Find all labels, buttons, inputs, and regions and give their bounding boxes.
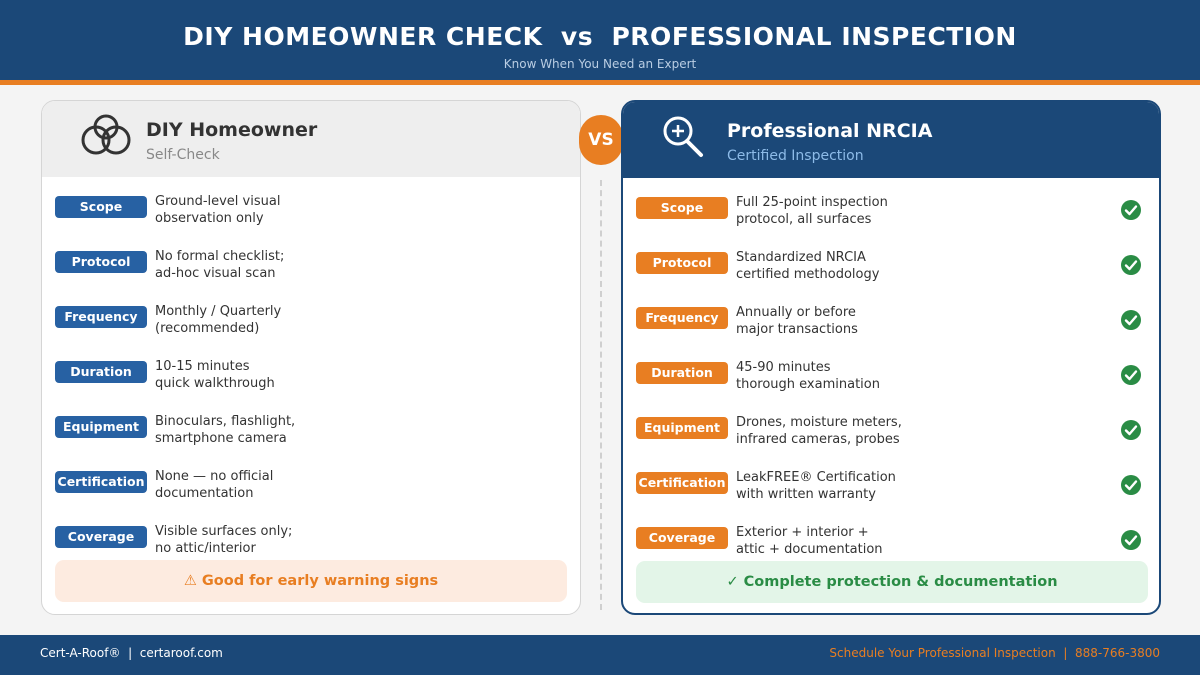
footer-brand: Cert-A-Roof® | certaroof.com <box>40 646 223 660</box>
diy-row-scope <box>42 196 580 236</box>
diy-panel <box>41 100 581 615</box>
pro-description <box>736 249 1036 283</box>
page-title: DIY HOMEOWNER CHECK vs PROFESSIONAL INSPECTION <box>183 22 1017 51</box>
pro-label-badge: Coverage <box>636 527 728 549</box>
pro-label-badge: Duration <box>636 362 728 384</box>
diy-row-certification <box>42 471 580 511</box>
diy-description <box>155 193 455 227</box>
diy-subtitle: Self-Check <box>146 147 220 163</box>
vs-badge: VS <box>579 115 623 165</box>
diy-label-badge: Duration <box>55 361 147 383</box>
diy-title: DIY Homeowner <box>146 119 318 141</box>
pro-row-duration <box>623 362 1159 402</box>
description-line: No formal checklist; <box>155 249 285 264</box>
description-line: Binoculars, flashlight, <box>155 414 296 429</box>
pro-label-badge: Certification <box>636 472 728 494</box>
description-line: observation only <box>155 211 264 226</box>
pro-panel-header <box>623 102 1159 178</box>
pro-row-frequency <box>623 307 1159 347</box>
description-line: attic + documentation <box>736 542 883 557</box>
footer-bar <box>0 635 1200 675</box>
diy-row-frequency <box>42 306 580 346</box>
description-line: ad-hoc visual scan <box>155 266 276 281</box>
pro-label-badge: Frequency <box>636 307 728 329</box>
binoculars-icon <box>79 113 133 157</box>
description-line: smartphone camera <box>155 431 287 446</box>
diy-label-badge: Coverage <box>55 526 147 548</box>
description-line: Exterior + interior + <box>736 525 869 540</box>
pro-panel <box>621 100 1161 615</box>
pro-description <box>736 469 1036 503</box>
pro-description <box>736 304 1036 338</box>
check-circle-icon <box>1120 254 1142 276</box>
check-circle-icon <box>1120 419 1142 441</box>
pro-note: ✓ Complete protection & documentation <box>636 561 1148 603</box>
diy-description <box>155 358 455 392</box>
magnifier-plus-icon <box>660 114 714 158</box>
center-divider <box>600 180 602 610</box>
description-line: Drones, moisture meters, <box>736 415 902 430</box>
diy-panel-header <box>42 101 580 177</box>
description-line: infrared cameras, probes <box>736 432 900 447</box>
description-line: Visible surfaces only; <box>155 524 293 539</box>
pro-row-certification <box>623 472 1159 512</box>
check-circle-icon <box>1120 364 1142 386</box>
description-line: Ground-level visual <box>155 194 281 209</box>
description-line: 10-15 minutes <box>155 359 250 374</box>
check-circle-icon <box>1120 199 1142 221</box>
diy-label-badge: Scope <box>55 196 147 218</box>
diy-note: ⚠ Good for early warning signs <box>55 560 567 602</box>
footer-cta: Schedule Your Professional Inspection | 888-766-3800 <box>829 646 1160 660</box>
description-line: protocol, all surfaces <box>736 212 872 227</box>
pro-description <box>736 524 1036 558</box>
description-line: 45-90 minutes <box>736 360 831 375</box>
diy-row-protocol <box>42 251 580 291</box>
description-line: Standardized NRCIA <box>736 250 866 265</box>
diy-label-badge: Equipment <box>55 416 147 438</box>
description-line: (recommended) <box>155 321 260 336</box>
pro-label-badge: Equipment <box>636 417 728 439</box>
description-line: major transactions <box>736 322 858 337</box>
page-subtitle: Know When You Need an Expert <box>503 57 697 71</box>
diy-row-duration <box>42 361 580 401</box>
description-line: Monthly / Quarterly <box>155 304 282 319</box>
description-line: with written warranty <box>736 487 876 502</box>
check-circle-icon <box>1120 474 1142 496</box>
pro-subtitle: Certified Inspection <box>727 148 864 164</box>
diy-description <box>155 413 455 447</box>
diy-description <box>155 248 455 282</box>
pro-description <box>736 359 1036 393</box>
pro-description <box>736 194 1036 228</box>
diy-label-badge: Frequency <box>55 306 147 328</box>
pro-title: Professional NRCIA <box>727 120 933 142</box>
pro-row-scope <box>623 197 1159 237</box>
description-line: Annually or before <box>736 305 856 320</box>
diy-label-badge: Certification <box>55 471 147 493</box>
header-accent-bar <box>0 80 1200 85</box>
header-banner <box>0 0 1200 80</box>
diy-description <box>155 523 455 557</box>
pro-row-equipment <box>623 417 1159 457</box>
description-line: Full 25-point inspection <box>736 195 888 210</box>
description-line: documentation <box>155 486 254 501</box>
description-line: None — no official <box>155 469 274 484</box>
pro-row-protocol <box>623 252 1159 292</box>
description-line: no attic/interior <box>155 541 256 556</box>
diy-label-badge: Protocol <box>55 251 147 273</box>
description-line: thorough examination <box>736 377 880 392</box>
diy-description <box>155 468 455 502</box>
description-line: quick walkthrough <box>155 376 275 391</box>
diy-description <box>155 303 455 337</box>
pro-label-badge: Protocol <box>636 252 728 274</box>
pro-description <box>736 414 1036 448</box>
pro-label-badge: Scope <box>636 197 728 219</box>
description-line: LeakFREE® Certification <box>736 470 896 485</box>
check-circle-icon <box>1120 529 1142 551</box>
description-line: certified methodology <box>736 267 880 282</box>
diy-row-equipment <box>42 416 580 456</box>
check-circle-icon <box>1120 309 1142 331</box>
